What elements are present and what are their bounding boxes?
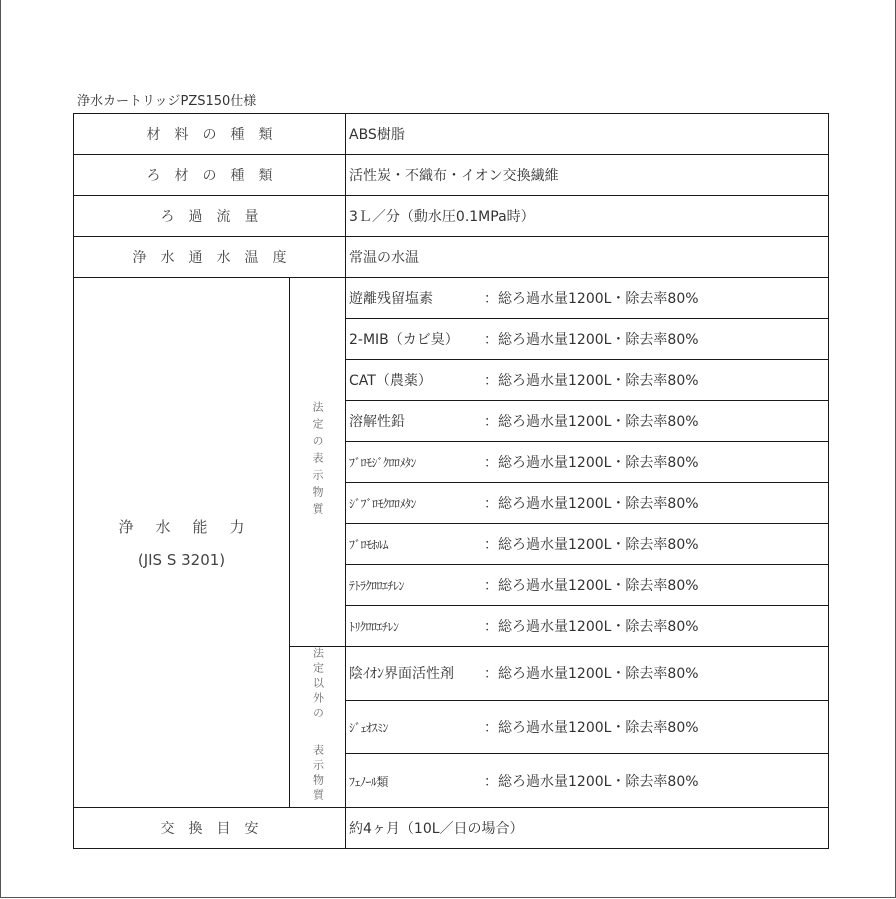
row-value: 常温の水温 [346,237,829,278]
substance-name: 陰ｲｵﾝ界面活性剤 [349,666,454,683]
substance-result: ：総ろ過水量1200L・除去率80% [484,578,699,594]
substance-name: 2-MIB（カビ臭） [349,332,459,348]
spec-table [73,113,829,849]
substance-name: ﾄﾘｸﾛﾛｴﾁﾚﾝ [349,620,399,634]
row-value: 活性炭・不織布・イオン交換繊維 [346,155,829,196]
substance-result: ：総ろ過水量1200L・除去率80% [484,619,699,635]
substance-result: ：総ろ過水量1200L・除去率80% [484,666,699,683]
table-row [74,155,829,196]
substance-row [346,565,829,606]
substance-name: ﾌﾞﾛﾓｼﾞｸﾛﾛﾒﾀﾝ [349,456,417,470]
substance-name: 溶解性鉛 [349,414,405,430]
substance-result: ：総ろ過水量1200L・除去率80% [484,773,699,790]
substance-result: ：総ろ過水量1200L・除去率80% [484,719,699,736]
row-label: 材料の種類 [74,114,346,155]
substance-result: ：総ろ過水量1200L・除去率80% [484,455,699,471]
substance-result: ：総ろ過水量1200L・除去率80% [484,332,699,348]
row-value: ABS樹脂 [346,114,829,155]
substance-result: ：総ろ過水量1200L・除去率80% [484,537,699,553]
legal-substances-label-cell [290,278,346,647]
substance-name: ﾌﾞﾛﾓﾎﾙﾑ [349,538,389,552]
row-value: 3Ｌ／分（動水圧0.1MPa時） [346,196,829,237]
table-row [74,808,829,849]
legal-substances-label: 法定の表示物質 [311,401,324,520]
row-label: 交換目安 [74,808,346,849]
substance-name: ｼﾞﾌﾞﾛﾓｸﾛﾛﾒﾀﾝ [349,497,417,511]
substance-result: ：総ろ過水量1200L・除去率80% [484,496,699,512]
nonlegal-substances-label-cell [290,647,346,808]
substance-name: 遊離残留塩素 [349,291,433,307]
substance-row [346,360,829,401]
substance-name: ｼﾞｪｵｽﾐﾝ [349,720,389,735]
substance-name: CAT（農薬） [349,373,432,389]
substance-row [346,278,829,319]
substance-row [346,442,829,483]
substance-result: ：総ろ過水量1200L・除去率80% [484,414,699,430]
substance-row [346,606,829,647]
substance-row [346,754,829,808]
substance-name: ﾃﾄﾗｸﾛﾛｴﾁﾚﾝ [349,579,405,593]
row-label: ろ過流量 [74,196,346,237]
row-value: 約4ヶ月（10L／日の場合） [346,808,829,849]
substance-row [346,524,829,565]
substance-row [346,319,829,360]
capacity-label: 浄水能力 [118,518,267,536]
substance-name: ﾌｪﾉｰﾙ類 [349,774,389,789]
capacity-sub-label: (JIS S 3201) [137,551,226,569]
substance-result: ：総ろ過水量1200L・除去率80% [484,291,699,307]
substance-row [346,483,829,524]
nonlegal-substances-label: 法定以外の表示物質 [311,647,325,804]
page-title: 浄水カートリッジPZS150仕様 [77,94,257,109]
table-row [74,278,829,319]
row-label: ろ材の種類 [74,155,346,196]
substance-row [346,401,829,442]
table-row [74,196,829,237]
table-row [74,114,829,155]
row-label: 浄水通水温度 [74,237,346,278]
capacity-label-cell [74,278,290,808]
table-row [74,237,829,278]
substance-result: ：総ろ過水量1200L・除去率80% [484,373,699,389]
substance-row [346,647,829,701]
substance-row [346,700,829,754]
